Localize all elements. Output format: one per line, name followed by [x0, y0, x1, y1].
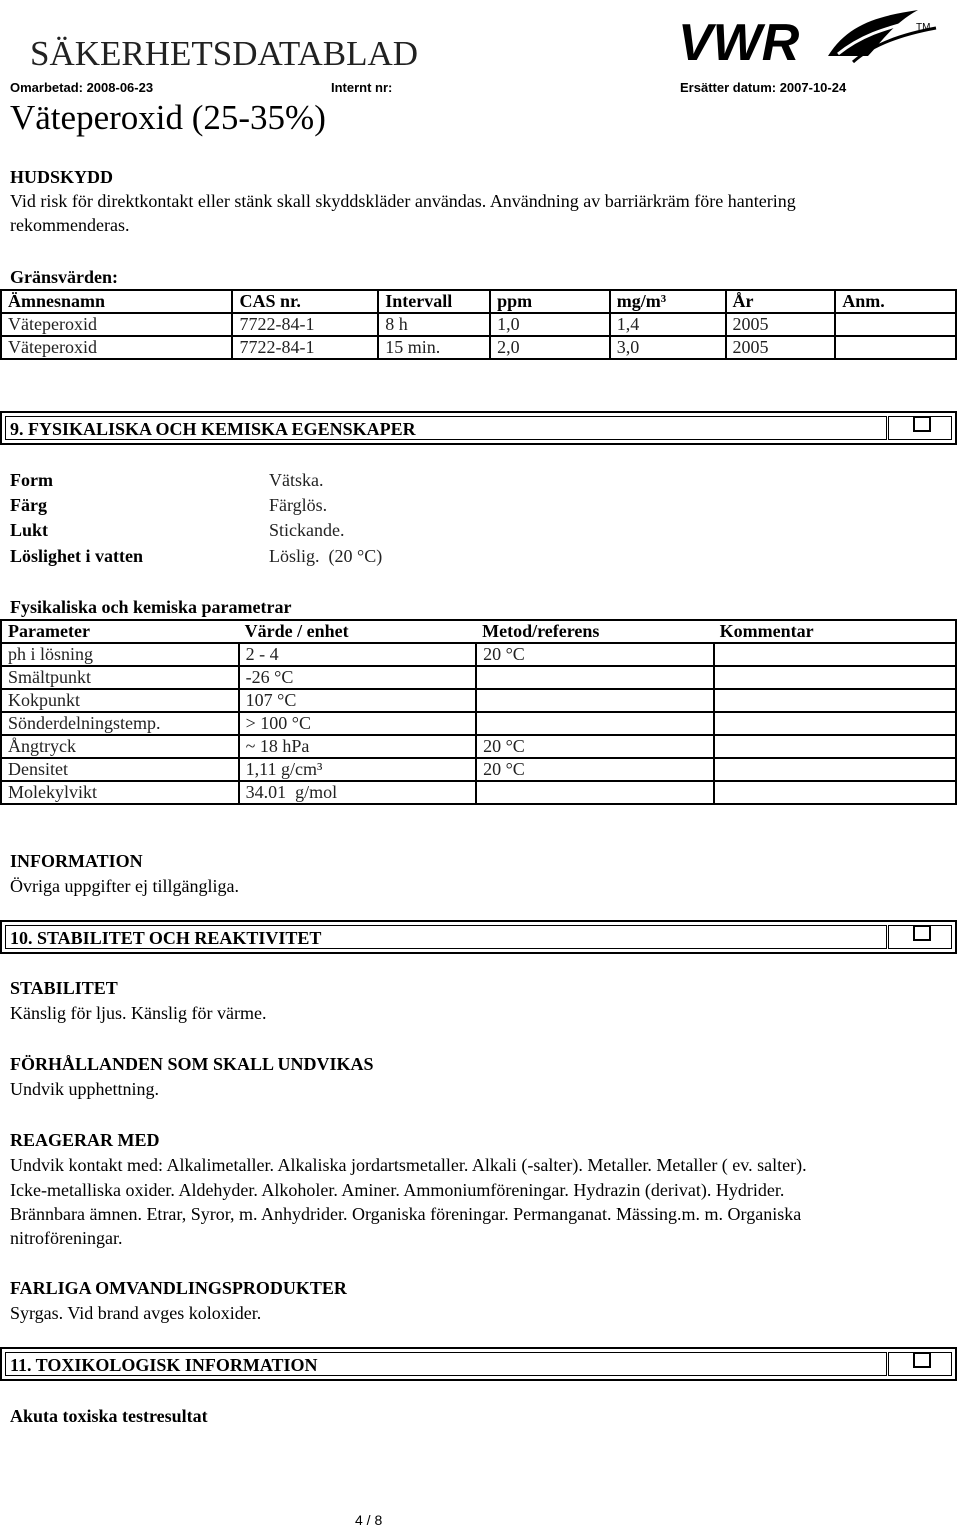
column-header: År	[726, 290, 836, 313]
table-cell: 1,4	[610, 313, 726, 336]
prop-value-form: Vätska.	[269, 470, 324, 490]
revised-date: Omarbetad: 2008-06-23	[10, 80, 154, 95]
section-10-title: 10. STABILITET OCH REAKTIVITET	[10, 928, 322, 948]
table-cell	[476, 712, 714, 735]
react-text-4: nitroföreningar.	[10, 1228, 123, 1248]
table-cell: ph i lösning	[1, 643, 239, 666]
table-cell: 20 °C	[476, 643, 714, 666]
skin-protection-text-1: Vid risk för direktkontakt eller stänk skall skyddskläder användas. Användning av barriärkräm före hantering	[10, 191, 796, 211]
table-cell: Väteperoxid	[1, 313, 232, 336]
table-cell	[714, 758, 956, 781]
table-cell: 2,0	[490, 336, 610, 359]
page-number: 4 / 8	[355, 1512, 383, 1528]
table-cell	[835, 313, 956, 336]
table-row	[1, 758, 956, 781]
prop-value-odor: Stickande.	[269, 520, 345, 540]
table-row	[1, 689, 956, 712]
checkbox-icon	[913, 925, 931, 941]
table-cell: Densitet	[1, 758, 239, 781]
table-cell: 107 °C	[239, 689, 476, 712]
table-cell: 15 min.	[378, 336, 490, 359]
column-header: mg/m³	[610, 290, 726, 313]
table-cell	[714, 712, 956, 735]
skin-protection-heading: HUDSKYDD	[10, 167, 114, 187]
column-header: Ämnesnamn	[1, 290, 232, 313]
table-cell: 3,0	[610, 336, 726, 359]
column-header: Anm.	[835, 290, 956, 313]
table-cell: Väteperoxid	[1, 336, 232, 359]
limits-header-row	[1, 290, 956, 313]
section-11-title: 11. TOXIKOLOGISK INFORMATION	[10, 1355, 318, 1375]
table-cell	[714, 781, 956, 804]
column-header: Parameter	[1, 620, 239, 643]
table-cell: Ångtryck	[1, 735, 239, 758]
prop-value-color: Färglös.	[269, 495, 328, 515]
table-cell: 1,0	[490, 313, 610, 336]
table-cell: 1,11 g/cm³	[239, 758, 476, 781]
table-cell	[476, 689, 714, 712]
avoid-text: Undvik upphettning.	[10, 1079, 159, 1099]
section-9-header	[0, 411, 957, 445]
limits-table	[0, 289, 957, 360]
column-header: CAS nr.	[232, 290, 378, 313]
react-text-3: Brännbara ämnen. Etrar, Syror, m. Anhydrider. Organiska föreningar. Permanganat. Mässing.m. m. Organiska	[10, 1204, 802, 1224]
column-header: Kommentar	[714, 620, 956, 643]
column-header: Metod/referens	[476, 620, 714, 643]
table-cell	[714, 643, 956, 666]
params-heading: Fysikaliska och kemiska parametrar	[10, 597, 292, 617]
section-9-title: 9. FYSIKALISKA OCH KEMISKA EGENSKAPER	[10, 419, 416, 439]
table-cell	[476, 666, 714, 689]
column-header: Intervall	[378, 290, 490, 313]
document-type: SÄKERHETSDATABLAD	[30, 34, 419, 73]
info-text: Övriga uppgifter ej tillgängliga.	[10, 876, 239, 896]
react-text-1: Undvik kontakt med: Alkalimetaller. Alkaliska jordartsmetaller. Alkali (-salter). Metaller. Metaller ( ev. salter).	[10, 1155, 807, 1175]
table-cell	[835, 336, 956, 359]
prop-label-form: Form	[10, 470, 53, 490]
prop-label-odor: Lukt	[10, 520, 49, 540]
decomp-text: Syrgas. Vid brand avges koloxider.	[10, 1303, 262, 1323]
logo-text: VWR	[678, 14, 800, 70]
table-cell: > 100 °C	[239, 712, 476, 735]
replaces-date: Ersätter datum: 2007-10-24	[680, 80, 847, 95]
table-cell: -26 °C	[239, 666, 476, 689]
table-cell: Kokpunkt	[1, 689, 239, 712]
table-cell: 7722-84-1	[232, 336, 378, 359]
table-cell	[714, 666, 956, 689]
table-row	[1, 712, 956, 735]
skin-protection-text-2: rekommenderas.	[10, 215, 130, 235]
params-table	[0, 619, 957, 805]
section-11-header	[0, 1347, 957, 1381]
info-heading: INFORMATION	[10, 851, 143, 871]
table-row	[1, 735, 956, 758]
prop-value-solubility: Löslig. (20 °C)	[269, 546, 383, 566]
table-cell: 2005	[726, 313, 836, 336]
table-cell: Sönderdelningstemp.	[1, 712, 239, 735]
acute-toxicity-heading: Akuta toxiska testresultat	[10, 1406, 208, 1426]
table-cell: 7722-84-1	[232, 313, 378, 336]
vwr-logo	[678, 4, 948, 75]
table-row	[1, 781, 956, 804]
decomp-heading: FARLIGA OMVANDLINGSPRODUKTER	[10, 1278, 347, 1298]
stability-heading: STABILITET	[10, 978, 118, 998]
column-header: ppm	[490, 290, 610, 313]
table-cell: Molekylvikt	[1, 781, 239, 804]
react-heading: REAGERAR MED	[10, 1130, 160, 1150]
table-cell	[476, 781, 714, 804]
limits-heading: Gränsvärden:	[10, 267, 118, 287]
params-header-row	[1, 620, 956, 643]
table-cell: 8 h	[378, 313, 490, 336]
table-cell: 2005	[726, 336, 836, 359]
section-10-header	[0, 920, 957, 954]
table-cell: 20 °C	[476, 758, 714, 781]
table-cell: 20 °C	[476, 735, 714, 758]
prop-label-solubility: Löslighet i vatten	[10, 546, 143, 566]
product-name: Väteperoxid (25-35%)	[10, 98, 326, 137]
logo-tm: TM	[916, 22, 931, 33]
react-text-2: Icke-metalliska oxider. Aldehyder. Alkoholer. Aminer. Ammoniumföreningar. Hydrazin (derivat). Hydrider.	[10, 1180, 785, 1200]
table-cell	[714, 735, 956, 758]
table-row	[1, 313, 956, 336]
table-row	[1, 336, 956, 359]
table-cell: ~ 18 hPa	[239, 735, 476, 758]
prop-label-color: Färg	[10, 495, 47, 515]
table-cell: 34.01 g/mol	[239, 781, 476, 804]
checkbox-icon	[913, 416, 931, 432]
column-header: Värde / enhet	[239, 620, 476, 643]
stability-text: Känslig för ljus. Känslig för värme.	[10, 1003, 267, 1023]
avoid-heading: FÖRHÅLLANDEN SOM SKALL UNDVIKAS	[10, 1054, 374, 1074]
internal-number: Internt nr:	[331, 80, 393, 95]
table-row	[1, 666, 956, 689]
table-cell: 2 - 4	[239, 643, 476, 666]
table-cell	[714, 689, 956, 712]
checkbox-icon	[913, 1352, 931, 1368]
table-cell: Smältpunkt	[1, 666, 239, 689]
table-row	[1, 643, 956, 666]
